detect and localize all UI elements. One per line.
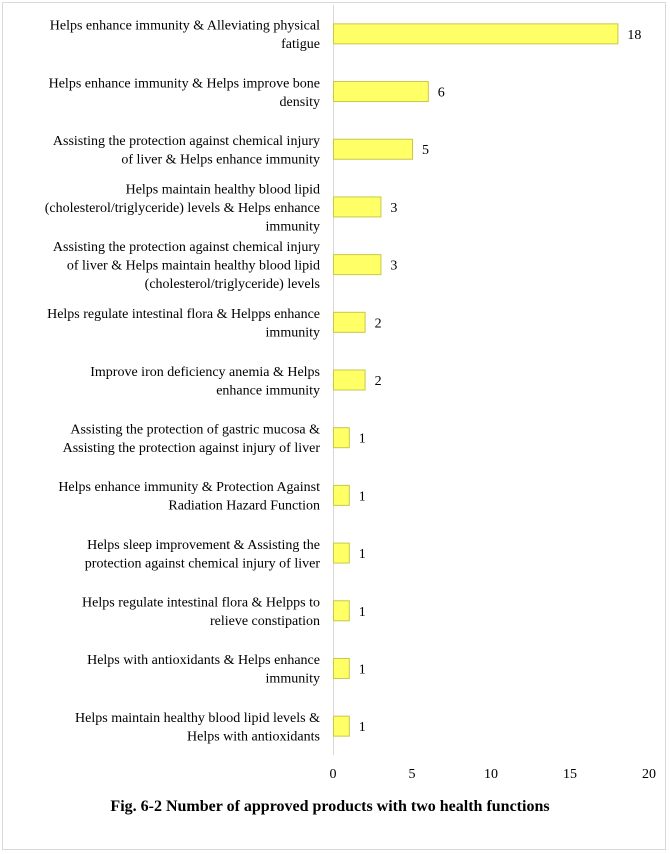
data-label: 1 [358,720,366,736]
data-label: 1 [358,547,366,563]
bar [334,312,366,332]
category-label: Helps regulate intestinal flora & Helpps to relieve constipation [82,595,320,630]
chart-title: Fig. 6-2 Number of approved products with two health functions [110,798,550,815]
category-label: Improve iron deficiency anemia & Helps enhance immunity [90,364,320,399]
category-label: Assisting the protection of gastric mucosa & Assisting the protection against injury of liver [62,422,320,456]
category-label: Assisting the protection against chemical injury of liver & Helps enhance immunity [52,133,320,168]
x-tick-label: 0 [329,767,337,782]
data-label: 1 [358,662,366,678]
bar [334,428,350,448]
category-label: Helps with antioxidants & Helps enhance immunity [87,653,320,687]
bar [334,24,618,44]
category-label: Assisting the protection against chemical injury of liver & Helps maintain healthy blood lipid (cholesterol/triglyceride) levels [52,240,320,293]
data-label: 5 [422,143,429,159]
x-tick-label: 15 [563,767,577,782]
x-tick-label: 20 [642,767,656,782]
category-label: Helps enhance immunity & Alleviating physical fatigue [49,18,320,53]
data-label: 6 [437,85,445,101]
bar [334,658,350,678]
bar [334,543,350,563]
bar [334,82,429,102]
category-label: Helps maintain healthy blood lipid (cholesterol/triglyceride) levels & Helps enhance immunity [44,182,320,235]
bar [334,197,381,217]
bar [334,485,350,505]
category-label: Helps maintain healthy blood lipid levels & Helps with antioxidants [75,710,320,745]
x-tick-label: 5 [408,767,416,782]
category-label: Helps enhance immunity & Helps improve bone density [48,76,320,110]
data-label: 3 [390,200,398,216]
category-label: Helps enhance immunity & Protection Against Radiation Hazard Function [58,480,320,514]
bar [334,139,413,159]
data-label: 1 [358,431,366,447]
bar [334,255,381,275]
category-label: Helps regulate intestinal flora & Helpps enhance immunity [47,307,320,341]
category-label: Helps sleep improvement & Assisting the protection against chemical injury of liver [84,537,320,572]
data-label: 1 [358,604,366,620]
data-label: 1 [358,489,366,505]
data-label: 2 [374,374,382,389]
data-label: 2 [374,316,382,332]
bar [334,601,350,621]
bar [334,716,350,736]
x-tick-label: 10 [484,767,498,782]
bar [334,370,366,390]
data-label: 3 [390,258,398,274]
data-label: 18 [627,27,642,43]
